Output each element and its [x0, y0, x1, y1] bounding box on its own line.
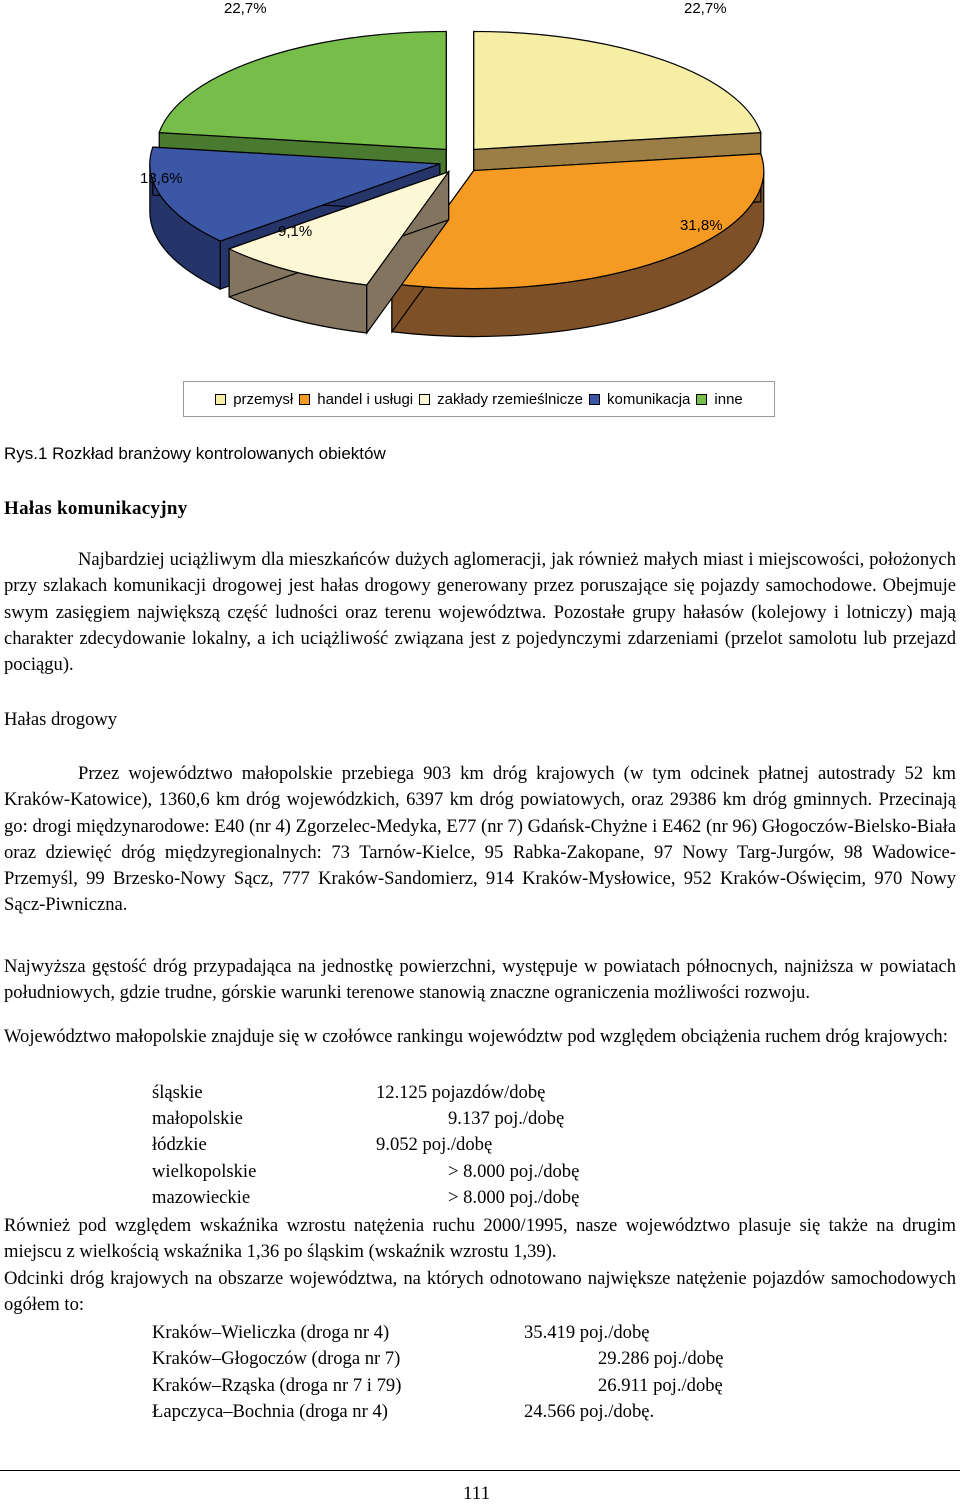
segment-name: Kraków–Głogoczów (droga nr 7)	[152, 1348, 401, 1369]
legend-item-zaklady	[419, 391, 583, 408]
legend-item-handel	[299, 391, 413, 408]
segment-value: 24.566 poj./dobę.	[524, 1401, 655, 1422]
ranking-name: wielkopolskie	[152, 1161, 257, 1182]
paragraph-segments-intro: Odcinki dróg krajowych na obszarze województwa, na których odnotowano największe natężenie pojazdów samochodowych ogółem to:	[4, 1268, 956, 1316]
ranking-name: śląskie	[152, 1082, 203, 1103]
paragraph-density: Najwyższa gęstość dróg przypadająca na jednostkę powierzchni, występuje w powiatach północnych, najniższa w powiatach południowych, gdzie trudne, górskie warunki terenowe stanowią znaczne ograniczenia możliwości rozwoju.	[4, 956, 956, 1004]
legend-swatch	[696, 394, 707, 405]
legend-label: komunikacja	[607, 390, 691, 408]
legend-label: handel i usługi	[317, 390, 414, 408]
legend-label: przemysł	[233, 390, 294, 408]
paragraph-roads: Przez województwo małopolskie przebiega 903 km dróg krajowych (w tym odcinek płatnej autostrady 52 km Kraków-Katowice), 1360,6 km dróg wojewódzkich, 6397 km dróg powiatowych, oraz 29386 km dróg gminnych. Przecinają go: drogi międzynarodowe: E40 (nr 4) Zgorzelec-Medyka, E77 (nr 7) Gdańsk-Chyżne i E462 (nr 96) Głogoczów-Bielsko-Biała oraz dziewięć dróg międzyregionalnych: 73 Tarnów-Kielce, 95 Rabka-Zakopane, 97 Nowy Targ-Jurgów, 98 Wadowice-Przemyśl, 99 Brzesko-Nowy Sącz, 777 Kraków-Sandomierz, 914 Kraków-Mysłowice, 952 Kraków-Oświęcim, 970 Nowy Sącz-Piwniczna.	[4, 763, 956, 916]
segment-value: 35.419 poj./dobę	[524, 1322, 650, 1343]
legend-swatch	[215, 394, 226, 405]
chart-legend	[183, 381, 775, 417]
legend-swatch	[299, 394, 310, 405]
legend-label: zakłady rzemieślnicze	[437, 390, 584, 408]
ranking-name: łódzkie	[152, 1134, 207, 1155]
section-title: Hałas komunikacyjny	[4, 498, 188, 519]
legend-item-komunikacja	[589, 391, 690, 408]
segment-name: Łapczyca–Bochnia (droga nr 4)	[152, 1401, 388, 1422]
figure-caption: Rys.1 Rozkład branżowy kontrolowanych obiektów	[4, 444, 386, 463]
paragraph-ranking-intro: Województwo małopolskie znajduje się w czołówce rankingu województw pod względem obciążenia ruchem dróg krajowych:	[4, 1026, 948, 1047]
segment-name: Kraków–Wieliczka (droga nr 4)	[152, 1322, 390, 1343]
footer-rule	[0, 1470, 960, 1471]
label-inne: 22,7%	[684, 0, 727, 17]
legend-item-inne	[696, 391, 742, 408]
page-number: 111	[463, 1483, 491, 1504]
label-zaklady: 9,1%	[278, 223, 313, 240]
legend-swatch	[419, 394, 430, 405]
pie-chart	[0, 0, 960, 440]
paragraph-growth: Również pod względem wskaźnika wzrostu natężenia ruchu 2000/1995, nasze województwo plasuje się także na drugim miejscu z wielkością wskaźnika 1,36 po śląskim (wskaźnik wzrostu 1,39).	[4, 1215, 956, 1263]
legend-label: inne	[714, 390, 743, 408]
ranking-value: 9.052 poj./dobę	[376, 1134, 493, 1155]
label-przemysl: 22,7%	[224, 0, 267, 17]
ranking-value: > 8.000 poj./dobę	[448, 1187, 580, 1208]
ranking-value: 9.137 poj./dobę	[448, 1108, 565, 1129]
ranking-value: 12.125 pojazdów/dobę	[376, 1082, 546, 1103]
label-handel: 31,8%	[680, 217, 723, 234]
segment-value: 29.286 poj./dobę	[598, 1348, 724, 1369]
segment-value: 26.911 poj./dobę	[598, 1375, 723, 1396]
label-komunikacja: 13,6%	[140, 170, 183, 187]
ranking-value: > 8.000 poj./dobę	[448, 1161, 580, 1182]
ranking-name: małopolskie	[152, 1108, 243, 1129]
paragraph-intro: Najbardziej uciążliwym dla mieszkańców dużych aglomeracji, jak również małych miast i miejscowości, położonych przy szlakach komunikacji drogowej jest hałas drogowy generowany przez poruszające się pojazdy samochodowe. Obejmuje swym zasięgiem największą część ludności oraz terenu województwa. Pozostałe grupy hałasów (kolejowy i lotniczy) mają charakter zdecydowanie lokalny, a ich uciążliwość związana jest z pojedynczymi zdarzeniami (przelot samolotu lub przejazd pociągu).	[4, 549, 956, 676]
ranking-name: mazowieckie	[152, 1187, 251, 1208]
segment-name: Kraków–Rząska (droga nr 7 i 79)	[152, 1375, 402, 1396]
subheading: Hałas drogowy	[4, 709, 118, 730]
legend-swatch	[589, 394, 600, 405]
legend-item-przemysl	[215, 391, 293, 408]
